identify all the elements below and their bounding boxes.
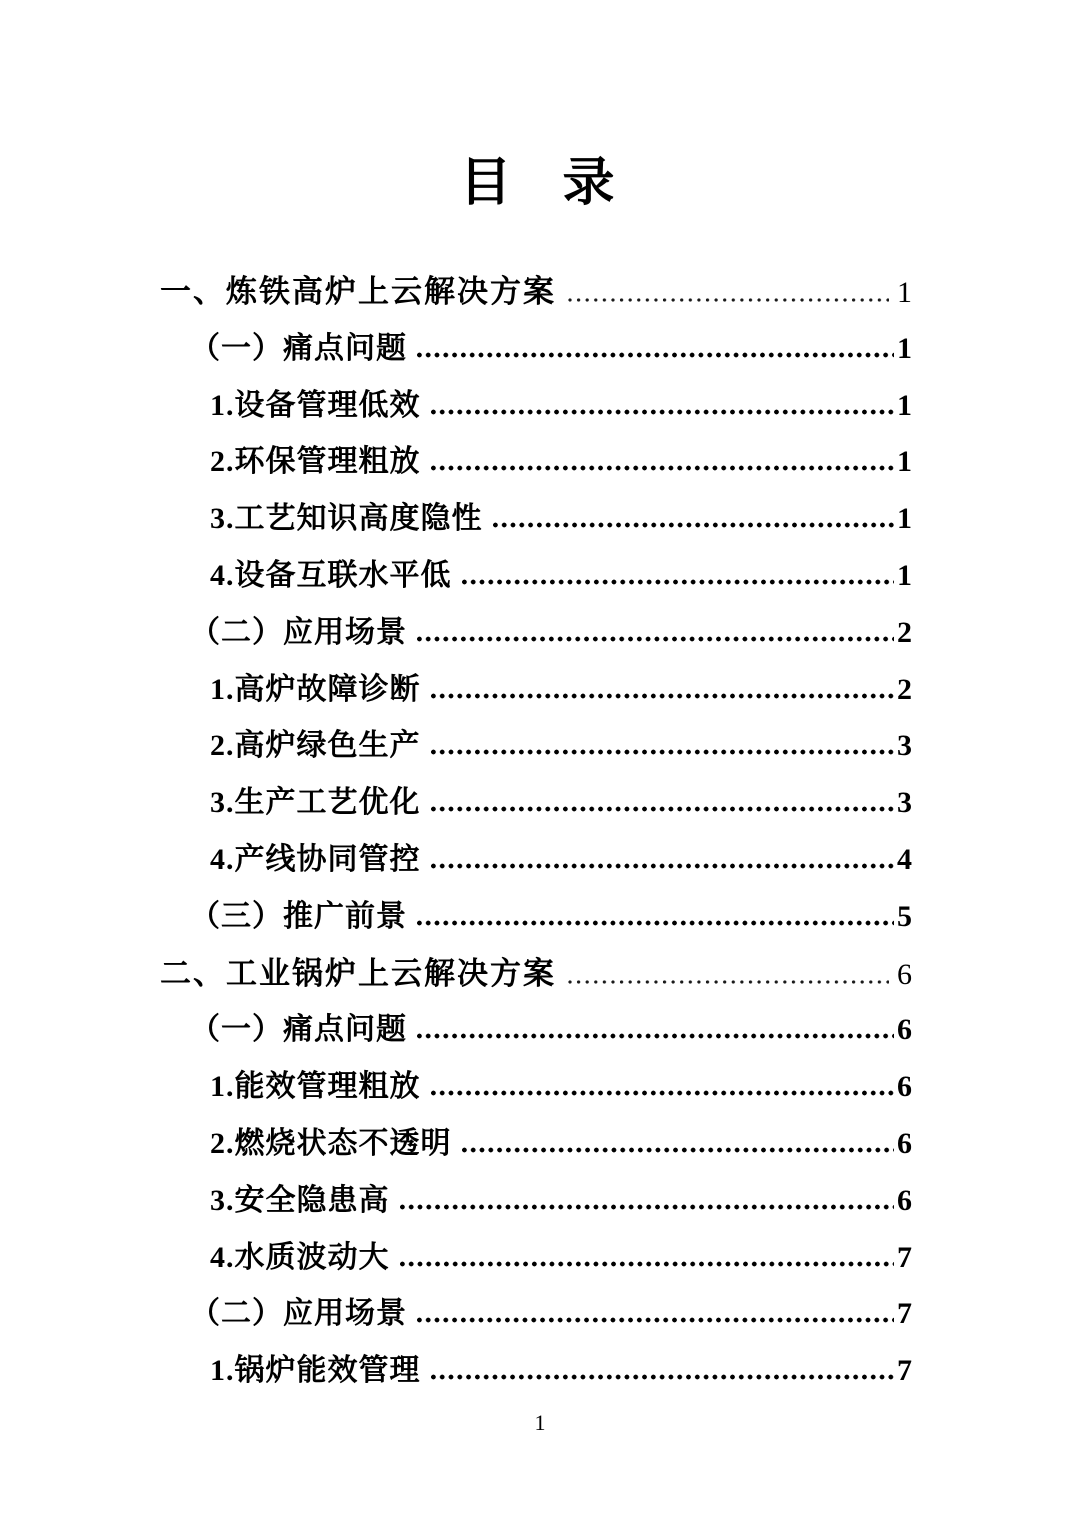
- dot-leader: [417, 352, 894, 358]
- footer-page-number: 1: [534, 1410, 546, 1435]
- toc-entry: [160, 900, 912, 957]
- toc-entry-text: 2.环保管理粗放: [210, 445, 421, 479]
- toc-entry: [160, 332, 912, 389]
- dot-leader: [417, 1033, 894, 1039]
- toc-entry: [160, 1354, 912, 1411]
- toc-entry-page: 6: [897, 1126, 912, 1160]
- dot-leader: [417, 1317, 894, 1323]
- toc-entry-text: 1.设备管理低效: [210, 388, 421, 422]
- toc-entry-page: 6: [897, 1013, 912, 1047]
- toc-entry-text: 4.产线协同管控: [210, 842, 421, 876]
- toc-entry: [160, 729, 912, 786]
- dot-leader: [431, 465, 895, 471]
- dot-leader: [417, 920, 894, 926]
- toc-entry: [160, 559, 912, 616]
- toc-entry-page: 2: [897, 672, 912, 706]
- toc-entry-page: 1: [897, 388, 912, 422]
- dot-leader: [400, 1204, 895, 1210]
- toc-entry: [160, 957, 912, 1014]
- toc-entry: [160, 502, 912, 559]
- toc-entry-text: 3.安全隐患高: [210, 1183, 390, 1217]
- dot-leader: [400, 1261, 895, 1267]
- dot-leader: [493, 522, 895, 528]
- toc-entry-text: （二）应用场景: [190, 615, 407, 649]
- toc-entry-page: 6: [897, 957, 912, 991]
- toc-entry-text: 二、工业锅炉上云解决方案: [160, 955, 556, 991]
- toc-entry: [160, 1127, 912, 1184]
- toc-entry-text: （二）应用场景: [190, 1297, 407, 1331]
- toc-entry-text: 1.锅炉能效管理: [210, 1354, 421, 1388]
- page-title: 目 录: [459, 155, 621, 212]
- dot-leader: [431, 693, 895, 699]
- toc-entry: [160, 389, 912, 446]
- toc-entry: [160, 1070, 912, 1127]
- dot-leader: [431, 1090, 895, 1096]
- dot-leader: [462, 1147, 895, 1153]
- toc-entry-page: 3: [897, 729, 912, 763]
- toc-entry-text: 3.工艺知识高度隐性: [210, 502, 483, 536]
- toc-entry-text: （三）推广前景: [190, 899, 407, 933]
- toc-entry-text: 4.设备互联水平低: [210, 558, 452, 592]
- toc-entry-page: 1: [897, 331, 912, 365]
- toc-entry-page: 4: [897, 842, 912, 876]
- toc-entry-text: 3.生产工艺优化: [210, 786, 421, 820]
- toc-entry-page: 1: [897, 502, 912, 536]
- dot-leader: [462, 579, 895, 585]
- toc-entry: [160, 1184, 912, 1241]
- toc-entry-text: 1.能效管理粗放: [210, 1070, 421, 1104]
- toc-entry-page: 7: [897, 1297, 912, 1331]
- toc-list: [160, 275, 912, 1411]
- toc-entry: [160, 275, 912, 332]
- toc-entry-page: 2: [897, 615, 912, 649]
- toc-entry: [160, 1241, 912, 1298]
- toc-entry: [160, 786, 912, 843]
- toc-entry: [160, 843, 912, 900]
- toc-entry: [160, 1013, 912, 1070]
- toc-entry-page: 1: [897, 558, 912, 592]
- toc-entry-text: 2.燃烧状态不透明: [210, 1126, 452, 1160]
- dot-leader: [431, 749, 895, 755]
- toc-entry-text: 1.高炉故障诊断: [210, 672, 421, 706]
- toc-entry-text: （一）痛点问题: [190, 1013, 407, 1047]
- dot-leader: [431, 409, 895, 415]
- toc-entry-text: 2.高炉绿色生产: [210, 729, 421, 763]
- toc-entry: [160, 445, 912, 502]
- toc-entry-page: 1: [897, 445, 912, 479]
- toc-entry-page: 7: [897, 1240, 912, 1274]
- toc-entry-text: 一、炼铁高炉上云解决方案: [160, 274, 556, 309]
- toc-entry-page: 5: [897, 899, 912, 933]
- dot-leader: [431, 1374, 895, 1380]
- toc-entry: [160, 1297, 912, 1354]
- toc-entry-page: 3: [897, 786, 912, 820]
- toc-entry-page: 6: [897, 1070, 912, 1104]
- dot-leader: [568, 298, 889, 302]
- dot-leader: [568, 980, 889, 984]
- toc-entry-page: 1: [897, 276, 912, 309]
- toc-entry-text: （一）痛点问题: [190, 331, 407, 365]
- dot-leader: [417, 636, 894, 642]
- dot-leader: [431, 806, 895, 812]
- toc-entry: [160, 673, 912, 730]
- toc-entry-text: 4.水质波动大: [210, 1240, 390, 1274]
- toc-entry-page: 7: [897, 1354, 912, 1388]
- dot-leader: [431, 863, 895, 869]
- toc-entry: [160, 616, 912, 673]
- toc-entry-page: 6: [897, 1183, 912, 1217]
